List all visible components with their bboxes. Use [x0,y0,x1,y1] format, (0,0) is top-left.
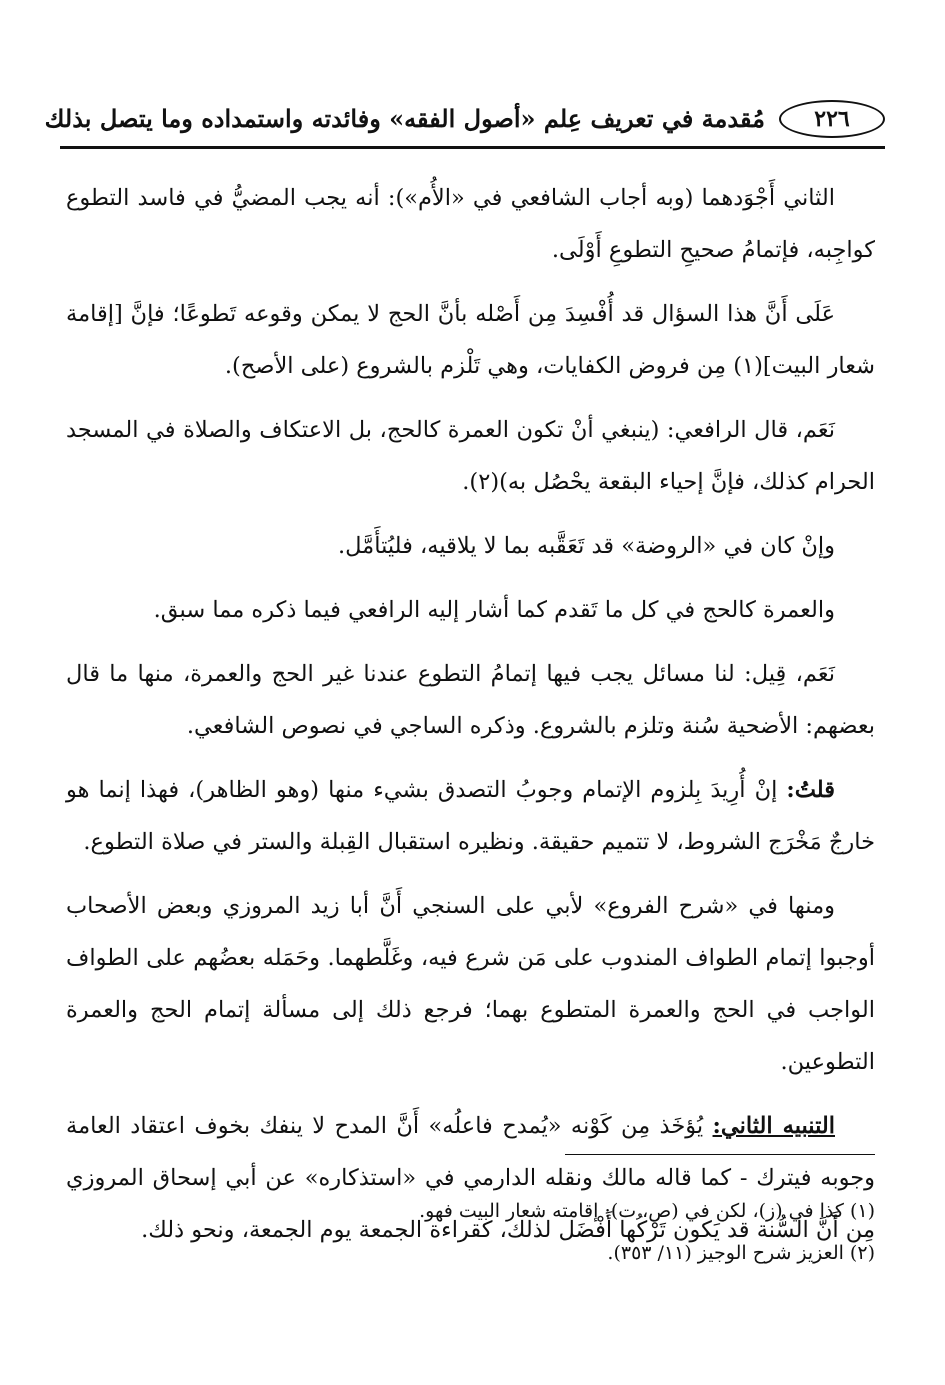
paragraph [66,880,875,1088]
paragraph-text: الثاني أَجْوَدهما (وبه أجاب الشافعي في «الأُم»): أنه يجب المضيُّ في فاسد التطوع كواجِبه، فإتمامُ صحيحِ التطوعِ أَوْلَى. [66,185,875,263]
main-text [66,172,875,1268]
footnote-separator [565,1154,875,1155]
paragraph [66,288,875,392]
paragraph-text: يُؤخَذ مِن كَوْنه «يُمدح فاعلُه» أَنَّ المدح لا ينفك بخوف اعتقاد العامة وجوبه فيترك - كما قاله مالك ونقله الدارمي في «استذكاره» عن أبي إسحاق المروزي مِن أَنَّ السُّنة قد يَكون تَرْكُها أَفْضَل لذلك، كقراءة الجمعة يوم الجمعة، ونحو ذلك. [66,1113,875,1243]
paragraph [66,520,875,572]
section-label: التنبيه الثاني: [712,1113,835,1139]
paragraph-text: وإنْ كان في «الروضة» قد تَعَقَّبه بما لا يلاقيه، فليُتأَمَّل. [337,533,835,559]
paragraph-text: ومنها في «شرح الفروع» لأبي على السنجي أَنَّ أبا زيد المروزي وبعض الأصحاب أوجبوا إتمام الطواف المندوب على مَن شرع فيه، وغَلَّطهما. وحَمَله بعضُهم على الطواف الواجب في الحج والعمرة المتطوع بهما؛ فرجع ذلك إلى مسألة إتمام الحج والعمرة التطوعين. [66,893,875,1075]
qultu-label: قلتُ: [786,777,835,803]
page-header [44,94,885,149]
page-number: ٢٢٦ [779,100,885,138]
running-title: مُقدمة في تعريف عِلم «أصول الفقه» وفائدته واستمداده وما يتصل بذلك [44,104,765,133]
paragraph [66,648,875,752]
paragraph-text: نَعَم، قِيل: لنا مسائل يجب فيها إتمامُ التطوع عندنا غير الحج والعمرة، منها ما قال بعضهم: الأضحية سُنة وتلزم بالشروع. وذكره الساجي في نصوص الشافعي. [66,661,875,739]
footnote: (٢) العزيز شرح الوجيز (١١/ ٣٥٣). [607,1242,875,1264]
paragraph [66,764,875,868]
paragraph-text: إنْ أُرِيدَ بِلزوم الإتمام وجوبُ التصدق بشيء منها (وهو الظاهر)، فهذا إنما هو خارجٌ مَخْرَج الشروط، لا تتميم حقيقة. ونظيره استقبال القِبلة والستر في صلاة التطوع. [66,777,875,855]
paragraph-text: والعمرة كالحج في كل ما تَقدم كما أشار إليه الرافعي فيما ذكره مما سبق. [153,597,835,623]
paragraph [66,172,875,276]
footnote: (١) كذا في (ز)، لكن في (ص، ت): إقامته شعار البيت فهو. [419,1200,875,1222]
paragraph [66,404,875,508]
paragraph [66,584,875,636]
footnotes [66,1190,875,1274]
paragraph-text: نَعَم، قال الرافعي: (ينبغي أنْ تكون العمرة كالحج، بل الاعتكاف والصلاة في المسجد الحرام كذلك، فإنَّ إحياء البقعة يحْصُل به)(٢). [66,417,875,495]
paragraph-text: عَلَى أَنَّ هذا السؤال قد أُفْسِدَ مِن أَصْله بأنَّ الحج لا يمكن وقوعه تَطوعًا؛ فإنَّ [إقامة شعار البيت](١) مِن فروض الكفايات، وهي تَلْزم بالشروع (على الأصح). [66,301,875,379]
